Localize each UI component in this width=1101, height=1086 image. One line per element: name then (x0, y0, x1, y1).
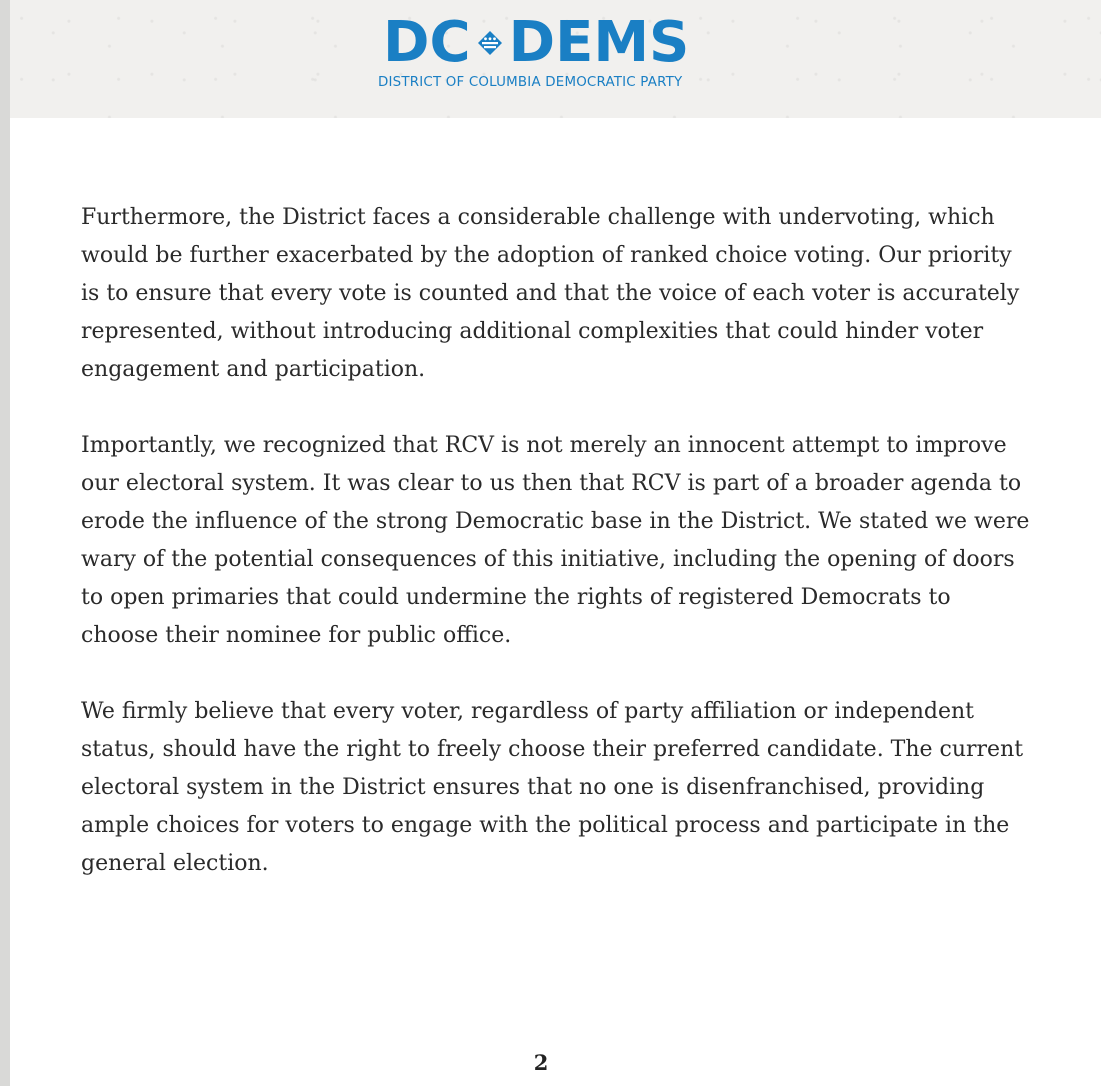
text-line: electoral system in the District ensures that no one is disenfranchised, providing (81, 775, 985, 800)
text-line: our electoral system. It was clear to us then that RCV is part of a broader agenda to (81, 471, 1022, 496)
logo-subtitle: DISTRICT OF COLUMBIA DEMOCRATIC PARTY (378, 75, 683, 90)
paragraph-voter-choice (81, 693, 1061, 883)
logo-text-dems: DEMS (508, 10, 690, 75)
text-line: status, should have the right to freely choose their preferred candidate. The current (81, 737, 1024, 762)
text-line: would be further exacerbated by the adoption of ranked choice voting. Our priority (81, 243, 1012, 268)
page-number: 2 (533, 1050, 549, 1075)
text-line: is to ensure that every vote is counted and that the voice of each voter is accurately (81, 281, 1020, 306)
text-line: general election. (81, 851, 269, 876)
text-line: We firmly believe that every voter, regardless of party affiliation or independent (81, 699, 974, 724)
text-line: choose their nominee for public office. (81, 623, 512, 648)
text-line: to open primaries that could undermine the rights of registered Democrats to (81, 585, 951, 610)
text-line: wary of the potential consequences of this initiative, including the opening of doors (81, 547, 1015, 572)
logo-wordmark (375, 10, 690, 75)
dc-dems-logo (375, 10, 765, 96)
letter-body (81, 199, 1061, 921)
paragraph-rcv-agenda (81, 427, 1061, 655)
text-line: represented, without introducing additional complexities that could hinder voter (81, 319, 984, 344)
document-page (10, 0, 1101, 1086)
letterhead (10, 0, 1101, 118)
text-line: ample choices for voters to engage with the political process and participate in the (81, 813, 1010, 838)
text-line: Importantly, we recognized that RCV is not merely an innocent attempt to improve (81, 433, 1007, 458)
dc-flag-diamond-icon (475, 14, 505, 72)
text-line: engagement and participation. (81, 357, 426, 382)
text-line: Furthermore, the District faces a considerable challenge with undervoting, which (81, 205, 995, 230)
paragraph-undervoting (81, 199, 1061, 389)
logo-text-dc: DC (383, 10, 471, 75)
text-line: erode the influence of the strong Democratic base in the District. We stated we were (81, 509, 1030, 534)
